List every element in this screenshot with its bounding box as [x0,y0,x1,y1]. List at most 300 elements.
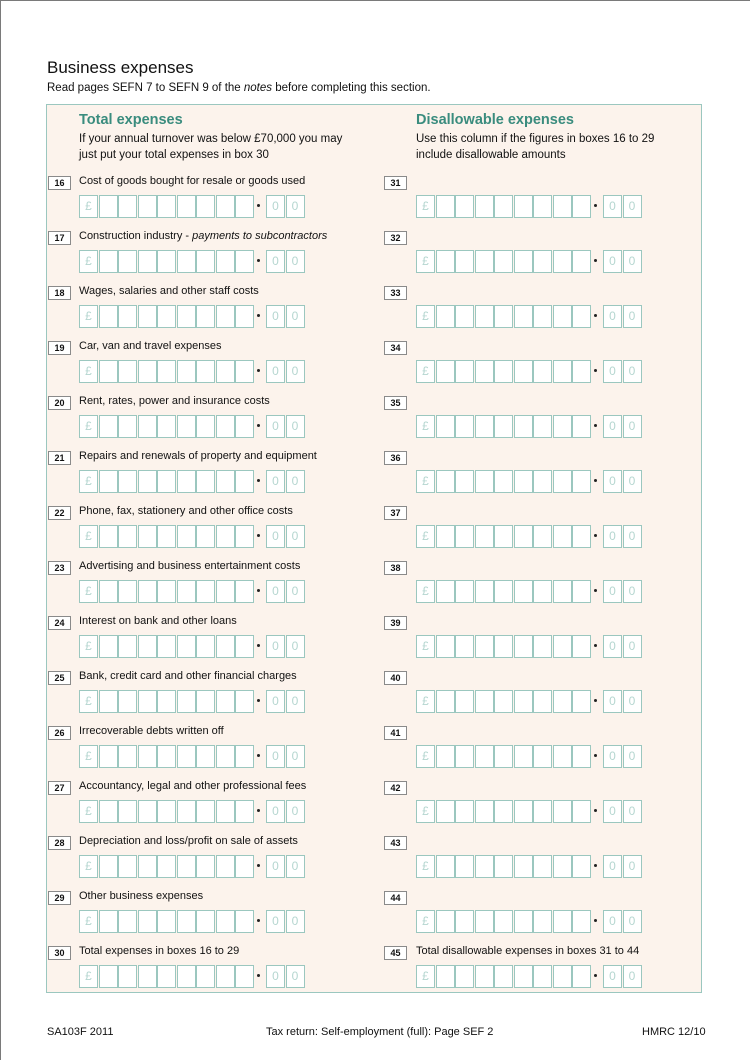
pounds-digit-cell[interactable] [553,415,572,438]
pence-digit-cell[interactable]: 0 [286,195,305,218]
pounds-digit-cell[interactable] [196,855,215,878]
pounds-digit-cell[interactable] [216,470,235,493]
pounds-digit-cell[interactable] [235,635,254,658]
pounds-digit-cell[interactable] [494,360,513,383]
pounds-digit-cell[interactable] [553,195,572,218]
pounds-digit-cell[interactable] [196,690,215,713]
pounds-digit-cell[interactable] [455,525,474,548]
pounds-digit-cell[interactable] [118,195,137,218]
pounds-digit-cell[interactable] [475,305,494,328]
pounds-digit-cell[interactable] [533,690,552,713]
pence-digit-cell[interactable]: 0 [286,580,305,603]
pounds-digit-cell[interactable] [514,525,533,548]
pounds-digit-cell[interactable] [533,965,552,988]
pounds-digit-cell[interactable] [99,195,118,218]
pence-digit-cell[interactable]: 0 [266,360,285,383]
pounds-digit-cell[interactable] [553,910,572,933]
pounds-digit-cell[interactable] [118,745,137,768]
pence-digit-cell[interactable]: 0 [266,965,285,988]
pounds-digit-cell[interactable] [533,745,552,768]
pound-sign-cell[interactable]: £ [79,690,98,713]
pence-digit-cell[interactable]: 0 [603,745,622,768]
pounds-digit-cell[interactable] [157,525,176,548]
pence-digit-cell[interactable]: 0 [603,855,622,878]
pound-sign-cell[interactable]: £ [416,855,435,878]
pounds-digit-cell[interactable] [118,855,137,878]
pounds-digit-cell[interactable] [514,580,533,603]
pound-sign-cell[interactable]: £ [416,195,435,218]
pounds-digit-cell[interactable] [572,910,591,933]
pounds-digit-cell[interactable] [494,910,513,933]
pound-sign-cell[interactable]: £ [416,470,435,493]
pound-sign-cell[interactable]: £ [79,635,98,658]
pound-sign-cell[interactable]: £ [79,965,98,988]
pounds-digit-cell[interactable] [216,910,235,933]
pounds-digit-cell[interactable] [436,635,455,658]
pounds-digit-cell[interactable] [553,635,572,658]
pounds-digit-cell[interactable] [494,745,513,768]
pounds-digit-cell[interactable] [533,470,552,493]
pounds-digit-cell[interactable] [157,360,176,383]
pounds-digit-cell[interactable] [514,415,533,438]
pounds-digit-cell[interactable] [553,525,572,548]
pound-sign-cell[interactable]: £ [416,250,435,273]
pence-digit-cell[interactable]: 0 [286,690,305,713]
pounds-digit-cell[interactable] [196,195,215,218]
pounds-digit-cell[interactable] [514,910,533,933]
pounds-digit-cell[interactable] [177,580,196,603]
pounds-digit-cell[interactable] [494,855,513,878]
pounds-digit-cell[interactable] [216,745,235,768]
pounds-digit-cell[interactable] [553,855,572,878]
pounds-digit-cell[interactable] [99,415,118,438]
pound-sign-cell[interactable]: £ [79,250,98,273]
pounds-digit-cell[interactable] [533,250,552,273]
pounds-digit-cell[interactable] [157,635,176,658]
pounds-digit-cell[interactable] [436,360,455,383]
pence-digit-cell[interactable]: 0 [286,635,305,658]
pounds-digit-cell[interactable] [475,690,494,713]
pounds-digit-cell[interactable] [157,470,176,493]
pence-digit-cell[interactable]: 0 [623,745,642,768]
pounds-digit-cell[interactable] [216,305,235,328]
pounds-digit-cell[interactable] [157,745,176,768]
pounds-digit-cell[interactable] [216,525,235,548]
pounds-digit-cell[interactable] [533,360,552,383]
pounds-digit-cell[interactable] [533,800,552,823]
pounds-digit-cell[interactable] [514,800,533,823]
pounds-digit-cell[interactable] [553,800,572,823]
pounds-digit-cell[interactable] [455,360,474,383]
pounds-digit-cell[interactable] [216,635,235,658]
pounds-digit-cell[interactable] [494,580,513,603]
pounds-digit-cell[interactable] [436,745,455,768]
pounds-digit-cell[interactable] [118,305,137,328]
pounds-digit-cell[interactable] [99,910,118,933]
pounds-digit-cell[interactable] [494,635,513,658]
pence-digit-cell[interactable]: 0 [266,745,285,768]
pounds-digit-cell[interactable] [196,745,215,768]
pounds-digit-cell[interactable] [436,855,455,878]
pounds-digit-cell[interactable] [157,910,176,933]
pounds-digit-cell[interactable] [514,690,533,713]
pounds-digit-cell[interactable] [514,195,533,218]
pounds-digit-cell[interactable] [455,855,474,878]
pound-sign-cell[interactable]: £ [416,800,435,823]
pounds-digit-cell[interactable] [514,470,533,493]
pounds-digit-cell[interactable] [138,690,157,713]
pound-sign-cell[interactable]: £ [79,800,98,823]
pounds-digit-cell[interactable] [572,965,591,988]
pence-digit-cell[interactable]: 0 [603,470,622,493]
pounds-digit-cell[interactable] [533,415,552,438]
pence-digit-cell[interactable]: 0 [266,305,285,328]
pounds-digit-cell[interactable] [514,305,533,328]
pence-digit-cell[interactable]: 0 [286,250,305,273]
pounds-digit-cell[interactable] [572,580,591,603]
pounds-digit-cell[interactable] [196,525,215,548]
pounds-digit-cell[interactable] [118,525,137,548]
pound-sign-cell[interactable]: £ [416,360,435,383]
pence-digit-cell[interactable]: 0 [286,745,305,768]
pound-sign-cell[interactable]: £ [416,525,435,548]
pence-digit-cell[interactable]: 0 [603,635,622,658]
pound-sign-cell[interactable]: £ [416,965,435,988]
pound-sign-cell[interactable]: £ [416,415,435,438]
pounds-digit-cell[interactable] [235,800,254,823]
pounds-digit-cell[interactable] [118,910,137,933]
pound-sign-cell[interactable]: £ [79,580,98,603]
pounds-digit-cell[interactable] [572,305,591,328]
pounds-digit-cell[interactable] [475,910,494,933]
pounds-digit-cell[interactable] [138,635,157,658]
pounds-digit-cell[interactable] [436,690,455,713]
pence-digit-cell[interactable]: 0 [286,800,305,823]
pounds-digit-cell[interactable] [436,580,455,603]
pence-digit-cell[interactable]: 0 [266,580,285,603]
pounds-digit-cell[interactable] [494,470,513,493]
pounds-digit-cell[interactable] [99,470,118,493]
pounds-digit-cell[interactable] [475,580,494,603]
pound-sign-cell[interactable]: £ [79,360,98,383]
pence-digit-cell[interactable]: 0 [603,305,622,328]
pounds-digit-cell[interactable] [118,965,137,988]
pounds-digit-cell[interactable] [235,250,254,273]
pounds-digit-cell[interactable] [196,250,215,273]
pounds-digit-cell[interactable] [475,525,494,548]
pounds-digit-cell[interactable] [455,195,474,218]
pounds-digit-cell[interactable] [494,965,513,988]
pounds-digit-cell[interactable] [118,690,137,713]
pence-digit-cell[interactable]: 0 [623,470,642,493]
pence-digit-cell[interactable]: 0 [623,690,642,713]
pence-digit-cell[interactable]: 0 [603,525,622,548]
pence-digit-cell[interactable]: 0 [286,855,305,878]
pounds-digit-cell[interactable] [196,415,215,438]
pounds-digit-cell[interactable] [455,745,474,768]
pounds-digit-cell[interactable] [216,580,235,603]
pounds-digit-cell[interactable] [455,965,474,988]
pounds-digit-cell[interactable] [99,745,118,768]
pounds-digit-cell[interactable] [572,800,591,823]
pounds-digit-cell[interactable] [553,250,572,273]
pounds-digit-cell[interactable] [455,800,474,823]
pence-digit-cell[interactable]: 0 [286,415,305,438]
pound-sign-cell[interactable]: £ [79,745,98,768]
pence-digit-cell[interactable]: 0 [603,910,622,933]
pence-digit-cell[interactable]: 0 [266,195,285,218]
pounds-digit-cell[interactable] [118,360,137,383]
pound-sign-cell[interactable]: £ [79,305,98,328]
pound-sign-cell[interactable]: £ [416,635,435,658]
pounds-digit-cell[interactable] [436,800,455,823]
pounds-digit-cell[interactable] [436,910,455,933]
pounds-digit-cell[interactable] [235,525,254,548]
pounds-digit-cell[interactable] [216,250,235,273]
pence-digit-cell[interactable]: 0 [623,910,642,933]
pounds-digit-cell[interactable] [138,910,157,933]
pounds-digit-cell[interactable] [99,580,118,603]
pence-digit-cell[interactable]: 0 [623,855,642,878]
pounds-digit-cell[interactable] [475,360,494,383]
pounds-digit-cell[interactable] [118,800,137,823]
pounds-digit-cell[interactable] [514,965,533,988]
pounds-digit-cell[interactable] [455,305,474,328]
pound-sign-cell[interactable]: £ [79,195,98,218]
pounds-digit-cell[interactable] [436,250,455,273]
pounds-digit-cell[interactable] [553,745,572,768]
pounds-digit-cell[interactable] [533,195,552,218]
pounds-digit-cell[interactable] [235,580,254,603]
pounds-digit-cell[interactable] [533,635,552,658]
pounds-digit-cell[interactable] [157,690,176,713]
pounds-digit-cell[interactable] [157,415,176,438]
pence-digit-cell[interactable]: 0 [286,305,305,328]
pounds-digit-cell[interactable] [494,305,513,328]
pounds-digit-cell[interactable] [99,525,118,548]
pounds-digit-cell[interactable] [235,360,254,383]
pence-digit-cell[interactable]: 0 [623,415,642,438]
pounds-digit-cell[interactable] [177,635,196,658]
pounds-digit-cell[interactable] [572,195,591,218]
pence-digit-cell[interactable]: 0 [603,965,622,988]
pence-digit-cell[interactable]: 0 [623,360,642,383]
pounds-digit-cell[interactable] [494,690,513,713]
pounds-digit-cell[interactable] [455,470,474,493]
pounds-digit-cell[interactable] [177,250,196,273]
pound-sign-cell[interactable]: £ [416,745,435,768]
pounds-digit-cell[interactable] [533,855,552,878]
pounds-digit-cell[interactable] [514,360,533,383]
pounds-digit-cell[interactable] [138,250,157,273]
pounds-digit-cell[interactable] [514,745,533,768]
pence-digit-cell[interactable]: 0 [286,910,305,933]
pounds-digit-cell[interactable] [572,360,591,383]
pounds-digit-cell[interactable] [514,635,533,658]
pence-digit-cell[interactable]: 0 [603,690,622,713]
pounds-digit-cell[interactable] [436,525,455,548]
pounds-digit-cell[interactable] [436,415,455,438]
pounds-digit-cell[interactable] [99,305,118,328]
pound-sign-cell[interactable]: £ [416,690,435,713]
pounds-digit-cell[interactable] [455,415,474,438]
pounds-digit-cell[interactable] [436,305,455,328]
pence-digit-cell[interactable]: 0 [266,250,285,273]
pence-digit-cell[interactable]: 0 [623,800,642,823]
pounds-digit-cell[interactable] [99,690,118,713]
pounds-digit-cell[interactable] [572,855,591,878]
pounds-digit-cell[interactable] [138,525,157,548]
pounds-digit-cell[interactable] [196,800,215,823]
pounds-digit-cell[interactable] [436,965,455,988]
pence-digit-cell[interactable]: 0 [603,360,622,383]
pounds-digit-cell[interactable] [138,415,157,438]
pence-digit-cell[interactable]: 0 [623,965,642,988]
pounds-digit-cell[interactable] [216,965,235,988]
pence-digit-cell[interactable]: 0 [623,305,642,328]
pounds-digit-cell[interactable] [138,855,157,878]
pounds-digit-cell[interactable] [216,360,235,383]
pounds-digit-cell[interactable] [533,580,552,603]
pounds-digit-cell[interactable] [118,250,137,273]
pence-digit-cell[interactable]: 0 [266,635,285,658]
pounds-digit-cell[interactable] [475,800,494,823]
pence-digit-cell[interactable]: 0 [603,195,622,218]
pounds-digit-cell[interactable] [216,415,235,438]
pounds-digit-cell[interactable] [118,580,137,603]
pound-sign-cell[interactable]: £ [79,910,98,933]
pounds-digit-cell[interactable] [157,250,176,273]
pence-digit-cell[interactable]: 0 [623,525,642,548]
pence-digit-cell[interactable]: 0 [623,195,642,218]
pounds-digit-cell[interactable] [177,690,196,713]
pounds-digit-cell[interactable] [475,745,494,768]
pence-digit-cell[interactable]: 0 [266,910,285,933]
pounds-digit-cell[interactable] [514,250,533,273]
pence-digit-cell[interactable]: 0 [603,580,622,603]
pounds-digit-cell[interactable] [436,470,455,493]
pounds-digit-cell[interactable] [475,415,494,438]
pounds-digit-cell[interactable] [196,470,215,493]
pounds-digit-cell[interactable] [196,360,215,383]
pounds-digit-cell[interactable] [177,855,196,878]
pence-digit-cell[interactable]: 0 [266,470,285,493]
pounds-digit-cell[interactable] [455,910,474,933]
pound-sign-cell[interactable]: £ [79,525,98,548]
pounds-digit-cell[interactable] [494,800,513,823]
pounds-digit-cell[interactable] [99,360,118,383]
pounds-digit-cell[interactable] [572,470,591,493]
pounds-digit-cell[interactable] [177,745,196,768]
pounds-digit-cell[interactable] [475,635,494,658]
pounds-digit-cell[interactable] [475,855,494,878]
pounds-digit-cell[interactable] [216,690,235,713]
pounds-digit-cell[interactable] [572,745,591,768]
pounds-digit-cell[interactable] [533,910,552,933]
pounds-digit-cell[interactable] [177,965,196,988]
pounds-digit-cell[interactable] [196,910,215,933]
pounds-digit-cell[interactable] [118,415,137,438]
pound-sign-cell[interactable]: £ [416,910,435,933]
pounds-digit-cell[interactable] [99,855,118,878]
pence-digit-cell[interactable]: 0 [286,360,305,383]
pounds-digit-cell[interactable] [475,250,494,273]
pound-sign-cell[interactable]: £ [79,415,98,438]
pounds-digit-cell[interactable] [138,800,157,823]
pounds-digit-cell[interactable] [572,415,591,438]
pounds-digit-cell[interactable] [475,195,494,218]
pounds-digit-cell[interactable] [553,690,572,713]
pounds-digit-cell[interactable] [138,470,157,493]
pounds-digit-cell[interactable] [138,195,157,218]
pounds-digit-cell[interactable] [494,525,513,548]
pounds-digit-cell[interactable] [235,690,254,713]
pence-digit-cell[interactable]: 0 [603,415,622,438]
pence-digit-cell[interactable]: 0 [623,635,642,658]
pounds-digit-cell[interactable] [138,965,157,988]
pounds-digit-cell[interactable] [436,195,455,218]
pounds-digit-cell[interactable] [553,470,572,493]
pounds-digit-cell[interactable] [138,745,157,768]
pounds-digit-cell[interactable] [235,195,254,218]
pounds-digit-cell[interactable] [99,635,118,658]
pence-digit-cell[interactable]: 0 [266,415,285,438]
pounds-digit-cell[interactable] [138,360,157,383]
pounds-digit-cell[interactable] [235,305,254,328]
pence-digit-cell[interactable]: 0 [286,525,305,548]
pound-sign-cell[interactable]: £ [79,470,98,493]
pounds-digit-cell[interactable] [475,470,494,493]
pounds-digit-cell[interactable] [196,580,215,603]
pence-digit-cell[interactable]: 0 [286,470,305,493]
pounds-digit-cell[interactable] [118,635,137,658]
pounds-digit-cell[interactable] [216,195,235,218]
pounds-digit-cell[interactable] [177,525,196,548]
pounds-digit-cell[interactable] [118,470,137,493]
pounds-digit-cell[interactable] [216,855,235,878]
pounds-digit-cell[interactable] [138,305,157,328]
pounds-digit-cell[interactable] [157,580,176,603]
pound-sign-cell[interactable]: £ [416,580,435,603]
pounds-digit-cell[interactable] [572,525,591,548]
pounds-digit-cell[interactable] [553,305,572,328]
pounds-digit-cell[interactable] [494,195,513,218]
pounds-digit-cell[interactable] [514,855,533,878]
pounds-digit-cell[interactable] [553,965,572,988]
pounds-digit-cell[interactable] [553,360,572,383]
pence-digit-cell[interactable]: 0 [266,800,285,823]
pounds-digit-cell[interactable] [157,305,176,328]
pence-digit-cell[interactable]: 0 [603,250,622,273]
pounds-digit-cell[interactable] [157,195,176,218]
pence-digit-cell[interactable]: 0 [266,690,285,713]
pounds-digit-cell[interactable] [455,690,474,713]
pence-digit-cell[interactable]: 0 [623,250,642,273]
pounds-digit-cell[interactable] [177,360,196,383]
pound-sign-cell[interactable]: £ [79,855,98,878]
pounds-digit-cell[interactable] [553,580,572,603]
pounds-digit-cell[interactable] [177,415,196,438]
pounds-digit-cell[interactable] [235,965,254,988]
pounds-digit-cell[interactable] [196,965,215,988]
pounds-digit-cell[interactable] [572,250,591,273]
pounds-digit-cell[interactable] [216,800,235,823]
pounds-digit-cell[interactable] [533,305,552,328]
pounds-digit-cell[interactable] [177,470,196,493]
pounds-digit-cell[interactable] [494,250,513,273]
pence-digit-cell[interactable]: 0 [286,965,305,988]
pounds-digit-cell[interactable] [99,965,118,988]
